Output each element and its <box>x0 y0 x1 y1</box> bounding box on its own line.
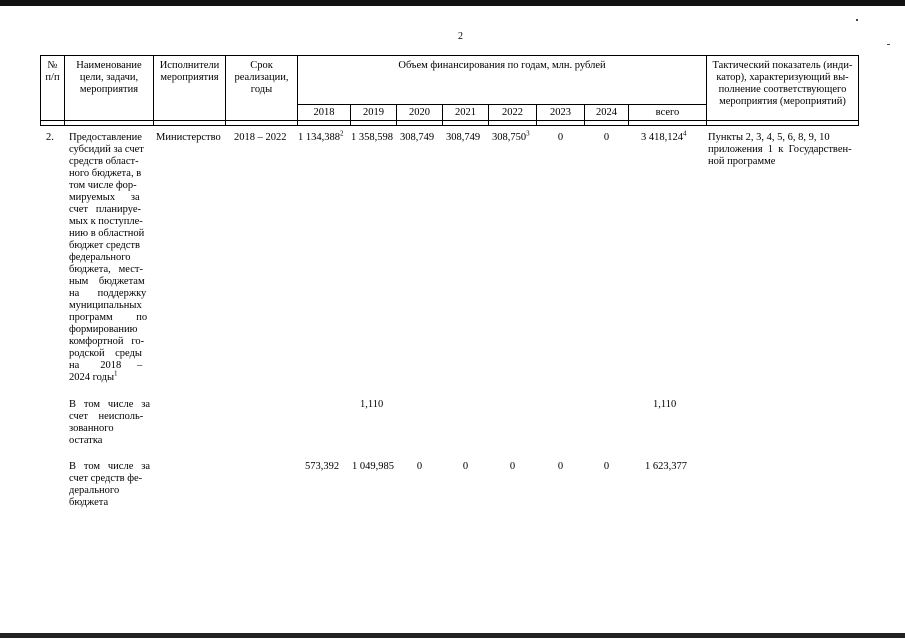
federal-value-2021: 0 <box>462 461 469 472</box>
header-double-border <box>40 125 859 126</box>
federal-value-2019: 1 049,985 <box>352 461 394 472</box>
text-line: субсидий за счет <box>69 144 144 155</box>
header-num: № п/п <box>45 60 60 83</box>
row-name-federal <box>69 461 149 509</box>
federal-value-total: 1 623,377 <box>645 461 687 472</box>
header-year-2019: 2019 <box>363 107 384 118</box>
value-2019: 1 358,598 <box>351 132 393 143</box>
text-line: бюджет средств <box>69 240 140 251</box>
federal-value-2022: 0 <box>509 461 516 472</box>
text-line: В том числе за <box>69 461 151 472</box>
text-line: мых к поступле- <box>69 216 143 227</box>
header-total: всего <box>655 107 680 118</box>
unused-value-total: 1,110 <box>653 399 677 410</box>
text-line: на поддержку <box>69 288 147 299</box>
header-year-2021: 2021 <box>455 107 476 118</box>
text-line: Пункты 2, 3, 4, 5, 6, 8, 9, 10 <box>708 132 830 143</box>
federal-value-2020: 0 <box>416 461 423 472</box>
text-line: нию в областной <box>69 228 145 239</box>
text-line: зованного <box>69 423 114 434</box>
value-2023: 0 <box>557 132 564 143</box>
header-year-2024: 2024 <box>596 107 617 118</box>
row-name-main <box>69 132 149 384</box>
header-indicator: Тактический показатель (инди- катор), характеризующий вы- полнение соответствующего мероприятия (мероприятий) <box>712 60 853 107</box>
years-row-top-border <box>297 104 706 105</box>
text-line: бюджета <box>69 497 109 508</box>
text-line: счет неисполь- <box>69 411 144 422</box>
text-line: ной программе <box>708 156 776 167</box>
text-line: 2024 годы$^1$ <box>69 369 118 383</box>
header-term: Срок реализации, годы <box>234 60 289 95</box>
text-line: ного бюджета, в <box>69 168 142 179</box>
header-year-2020: 2020 <box>409 107 430 118</box>
text-line: программ по <box>69 312 148 323</box>
value-total: 3 418,124$^4$ <box>641 129 687 143</box>
text-line: Предоставление <box>69 132 142 143</box>
text-line: средств област- <box>69 156 139 167</box>
row-num: 2. <box>46 132 54 143</box>
federal-value-2018: 573,392 <box>305 461 340 472</box>
text-line: остатка <box>69 435 103 446</box>
row-executor: Министерство <box>156 132 221 143</box>
text-line: счет планируе- <box>69 204 141 215</box>
text-line: приложения 1 к Государствен- <box>708 144 852 155</box>
text-line: том числе фор- <box>69 180 137 191</box>
row-indicator <box>708 132 860 168</box>
row-name-unused <box>69 399 149 447</box>
text-line: формированию <box>69 324 138 335</box>
text-line: на 2018 – <box>69 360 143 371</box>
value-2024: 0 <box>603 132 610 143</box>
header-name: Наименование цели, задачи, мероприятия <box>76 60 142 95</box>
header-year-2022: 2022 <box>502 107 523 118</box>
text-line: муниципальных <box>69 300 142 311</box>
text-line: В том числе за <box>69 399 151 410</box>
text-line: счет средств фе- <box>69 473 143 484</box>
text-line: родской среды <box>69 348 142 359</box>
text-line: дерального <box>69 485 120 496</box>
text-line: комфортной го- <box>69 336 145 347</box>
value-2021: 308,749 <box>446 132 481 143</box>
header-year-2023: 2023 <box>550 107 571 118</box>
row-term: 2018 – 2022 <box>234 132 287 143</box>
text-line: ным бюджетам <box>69 276 145 287</box>
table-top-border <box>40 55 859 56</box>
federal-value-2024: 0 <box>603 461 610 472</box>
col-border <box>858 55 859 126</box>
header-funding: Объем финансирования по годам, млн. рублей <box>398 60 606 71</box>
footnote-marker: 1 <box>114 369 118 378</box>
header-bottom-border <box>40 120 859 121</box>
value-2020: 308,749 <box>400 132 435 143</box>
value-2022: 308,750$^3$ <box>492 129 530 143</box>
text-line: федерального <box>69 252 131 263</box>
federal-value-2023: 0 <box>557 461 564 472</box>
page-number: 2 <box>458 31 463 42</box>
value-2018: 1 134,388$^2$ <box>298 129 344 143</box>
unused-value-2019: 1,110 <box>360 399 384 410</box>
header-executors: Исполнители мероприятия <box>159 60 220 83</box>
text-line: бюджета, мест- <box>69 264 143 275</box>
text-line: мируемых за <box>69 192 140 203</box>
header-year-2018: 2018 <box>313 107 335 118</box>
